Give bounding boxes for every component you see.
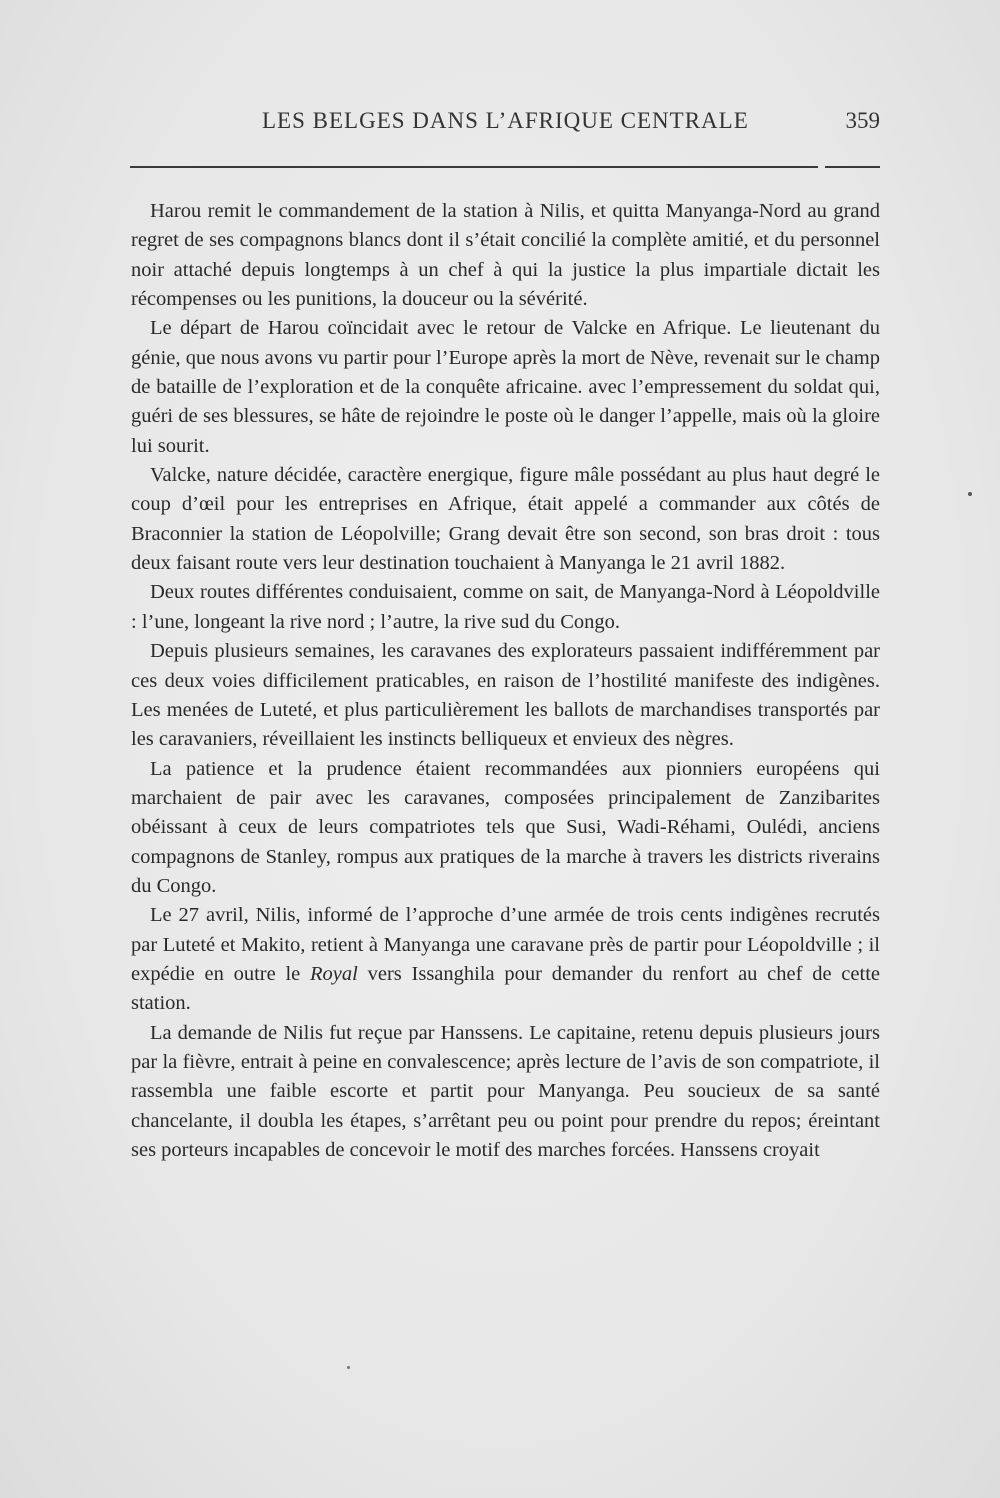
body-text [131,197,880,1165]
paragraph-7-text-end: vers Issanghila pour demander du renfort au chef de cette station. [131,962,880,1015]
paragraph-1: Harou remit le commandement de la station à Nilis, et quitta Manyanga-Nord au grand regret de ses compagnons blancs dont il s’était concilié la complète amitié, et du personnel noir attaché depuis longtemps à un chef à qui la justice la plus impartiale dictait les récompenses ou les punitions, la douceur ou la sévérité. [131,200,880,311]
paragraph-3: Valcke, nature décidée, caractère energique, figure mâle possédant au plus haut degré le coup d’œil pour les entreprises en Afrique, était appelé a commander aux côtés de Braconnier la station de Léopolville; Grang devait être son second, son bras droit : tous deux faisant route vers leur destination touchaient à Manyanga le 21 avril 1882. [131,464,880,575]
paragraph-8: La demande de Nilis fut reçue par Hanssens. Le capitaine, retenu depuis plusieurs jours par la fièvre, entrait à peine en convalescence; après lecture de l’avis de son compatriote, il rassembla une faible escorte et partit pour Manyanga. Peu soucieux de sa santé chancelante, il doubla les étapes, s’arrêtant peu ou point pour prendre du repos; éreintant ses porteurs incapables de concevoir le motif des marches forcées. Hanssens croyait [131,1021,880,1161]
paragraph-7 [131,901,880,1018]
ship-name-royal: Royal [310,962,358,985]
page-number: 359 [845,108,880,133]
paragraph-4: Deux routes différentes conduisaient, comme on sait, de Manyanga-Nord à Léopoldville : l’une, longeant la rive nord ; l’autre, la rive sud du Congo. [131,581,880,633]
header-rule [130,166,818,168]
paragraph-6: La patience et la prudence étaient recommandées aux pionniers européens qui marchaient de pair avec les caravanes, composées principalement de Zanzibarites obéissant à ceux de leurs compatriotes tels que Susi, Wadi-Réhami, Oulédi, anciens compagnons de Stanley, rompus aux pratiques de la marche à travers les districts riverains du Congo. [131,757,880,897]
paper-speck [968,492,972,496]
paragraph-5: Depuis plusieurs semaines, les caravanes des explorateurs passaient indifféremment par ces deux voies difficilement praticables, en raison de l’hostilité manifeste des indigènes. Les menées de Luteté, et plus particulièrement les ballots de marchandises transportés par les caravaniers, réveillaient les instincts belliqueux et envieux des nègres. [131,640,880,751]
running-title: LES BELGES DANS L’AFRIQUE CENTRALE [262,108,749,133]
paragraph-7-text-start: Le 27 avril, Nilis, informé de l’approche d’une armée de trois cents indigènes recrutés par Luteté et Makito, retient à Manyanga une caravane près de partir pour Léopoldville ; il expédie en outre le [131,904,880,985]
paper-speck [347,1366,350,1369]
running-head [130,108,880,138]
header-rule-end [825,166,880,168]
paragraph-2: Le départ de Harou coïncidait avec le retour de Valcke en Afrique. Le lieutenant du génie, que nous avons vu partir pour l’Europe après la mort de Nève, revenait sur le champ de bataille de l’exploration et de la conquête africaine. avec l’empressement du soldat qui, guéri de ses blessures, se hâte de rejoindre le poste où le danger l’appelle, mais où la gloire lui sourit. [131,317,880,457]
